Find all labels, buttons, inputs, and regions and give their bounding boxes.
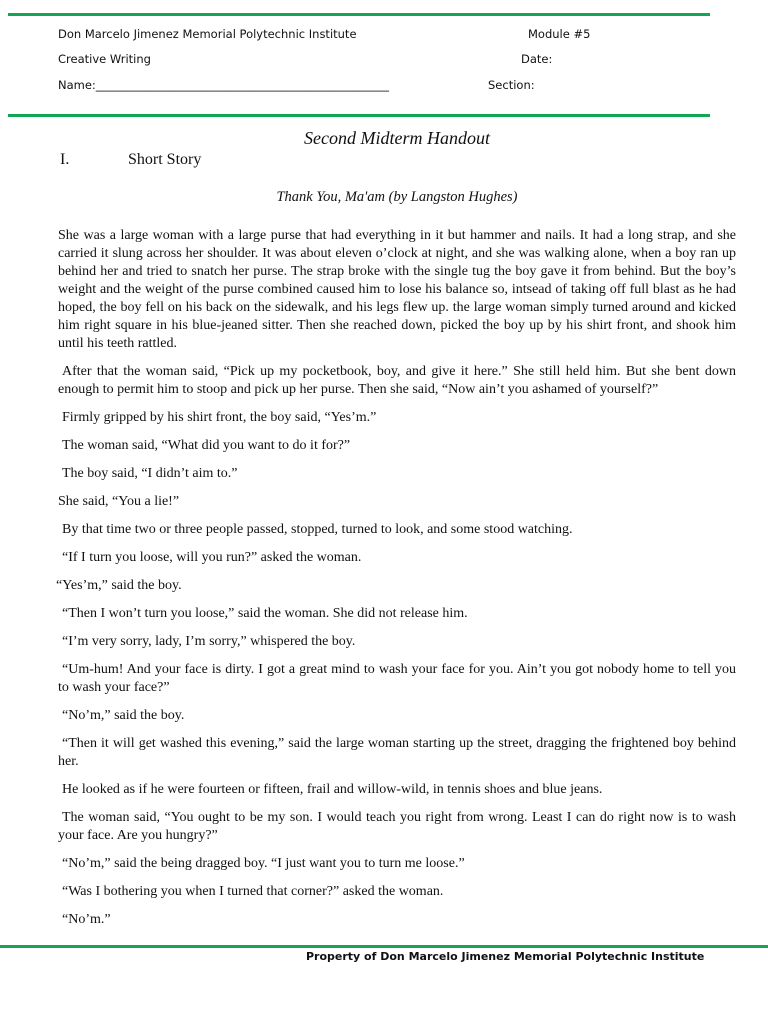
story-paragraph: Firmly gripped by his shirt front, the boy said, “Yes’m.” — [62, 410, 377, 425]
module-number: Module #5 — [528, 27, 591, 41]
section-title: Short Story — [128, 151, 202, 168]
story-paragraph: He looked as if he were fourteen or fifteen, frail and willow-wild, in tennis shoes and blue jeans. — [62, 782, 603, 797]
story-paragraph: “Was I bothering you when I turned that corner?” asked the woman. — [62, 884, 444, 899]
story-paragraph: “If I turn you loose, will you run?” asked the woman. — [62, 550, 362, 565]
story-title: Thank You, Ma'am (by Langston Hughes) — [276, 189, 518, 205]
name-label: Name:___________________________________________________ — [58, 78, 390, 92]
date-label: Date: — [521, 52, 553, 66]
story-paragraph: The boy said, “I didn’t aim to.” — [62, 466, 238, 481]
story-paragraph: “Um-hum! And your face is dirty. I got a great mind to wash your face for you. Ain’t you got nobody home to tell you to wash your face?” — [58, 662, 736, 695]
subject-name: Creative Writing — [58, 52, 151, 66]
school-name: Don Marcelo Jimenez Memorial Polytechnic Institute — [58, 27, 357, 41]
header-top-rule — [8, 13, 710, 16]
footer-rule — [0, 945, 768, 948]
story-paragraph: She said, “You a lie!” — [58, 494, 180, 509]
story-paragraph: “No’m,” said the being dragged boy. “I just want you to turn me loose.” — [62, 856, 465, 871]
story-paragraph: By that time two or three people passed, stopped, turned to look, and some stood watching. — [62, 522, 573, 537]
story-paragraph: After that the woman said, “Pick up my pocketbook, boy, and give it here.” She still held him. But she bent down enough to permit him to stoop and pick up her purse. Then she said, “Now ain’t you ashamed of yourself?” — [58, 364, 736, 397]
story-paragraph: “Then it will get washed this evening,” said the large woman starting up the street, dragging the frightened boy behind her. — [58, 736, 736, 769]
header-bottom-rule — [8, 114, 710, 117]
story-paragraph: She was a large woman with a large purse that had everything in it but hammer and nails. It had a long strap, and she carried it slung across her shoulder. It was about eleven o’clock at night, and she was walking alone, when a boy ran up behind her and tried to snatch her purse. The strap broke with the single tug the boy gave it from behind. But the boy’s weight and the weight of the purse combined caused him to lose his balance so, intsead of taking off full blast as he had hoped, the boy fell on his back on the sidewalk, and his legs flew up. the large woman simply turned around and kicked him right square in his blue-jeaned sitter. Then she reached down, picked the boy up by his shirt front, and shook him until his teeth rattled. — [58, 228, 736, 351]
section-label: Section: — [488, 78, 535, 92]
story-paragraph: “I’m very sorry, lady, I’m sorry,” whispered the boy. — [62, 634, 356, 649]
story-paragraph: “Then I won’t turn you loose,” said the woman. She did not release him. — [62, 606, 468, 621]
story-paragraph: “No’m,” said the boy. — [62, 708, 185, 723]
story-paragraph: The woman said, “You ought to be my son. I would teach you right from wrong. Least I can do right now is to wash your face. Are you hungry?” — [58, 810, 736, 843]
footer-property-note: Property of Don Marcelo Jimenez Memorial Polytechnic Institute — [306, 950, 705, 963]
story-paragraph: “No’m.” — [62, 912, 111, 927]
handout-title: Second Midterm Handout — [304, 128, 490, 148]
section-number: I. — [60, 151, 70, 168]
story-body — [58, 227, 736, 939]
story-paragraph: “Yes’m,” said the boy. — [56, 578, 182, 593]
story-paragraph: The woman said, “What did you want to do it for?” — [62, 438, 351, 453]
